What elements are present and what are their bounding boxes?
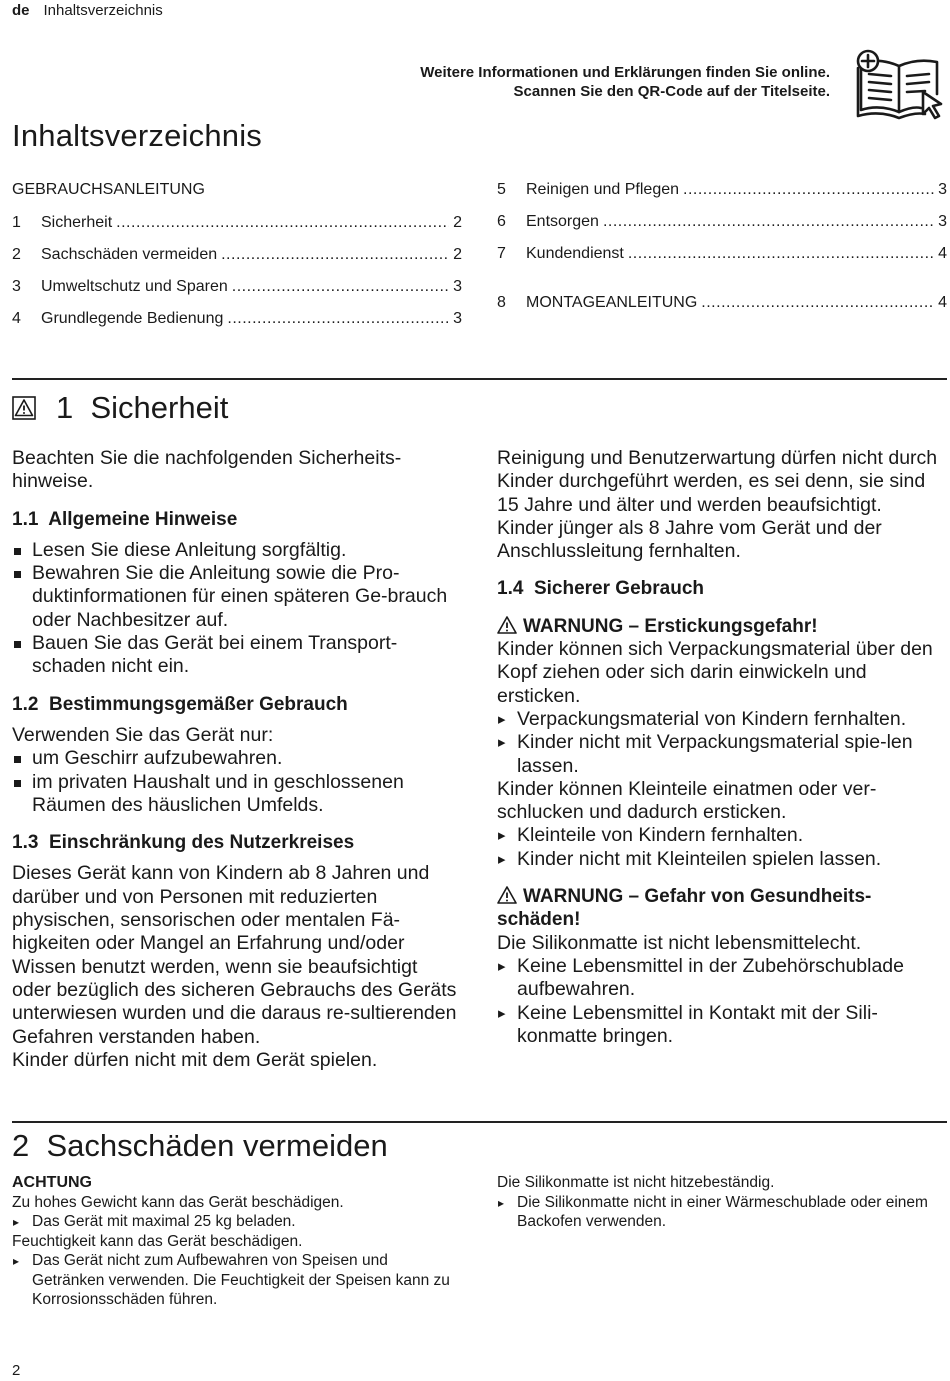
toc-leader-dots: [701, 293, 934, 313]
packaging-warning-text: Kinder können sich Verpackungsmaterial über den Kopf ziehen oder sich darin einwickeln und ersticken.: [497, 638, 933, 707]
toc-entry-label: Entsorgen: [526, 213, 599, 230]
section-2-right-column: [497, 1173, 947, 1232]
user-restriction-text: Dieses Gerät kann von Kindern ab 8 Jahren und darüber und von Personen mit reduzierten physischen, sensorischen oder mentalen Fä-higkeiten oder Mangel an Erfahrung und/oder Wissen benutzt werden, wenn sie beaufsichtigt oder bezüglich des sicheren Gebrauchs des Geräts unterwiesen wurden und die daraus re-sultierenden Gefahren verstanden haben.: [12, 862, 457, 1048]
toc-title: Inhaltsverzeichnis: [12, 118, 262, 153]
section-divider: [12, 378, 947, 380]
toc-entry-label: Kundendienst: [526, 245, 624, 262]
heading-1-1: 1.1 Allgemeine Hinweise: [12, 508, 238, 530]
moisture-steps: [12, 1251, 460, 1310]
toc-entry[interactable]: [497, 180, 947, 200]
toc-entry-page: 3: [938, 213, 947, 230]
toc-section-heading: GEBRAUCHSANLEITUNG: [12, 181, 205, 198]
children-distance-text: Kinder jünger als 8 Jahre vom Gerät und der Anschlussleitung fernhalten.: [497, 516, 882, 563]
cleaning-by-children-text: Reinigung und Benutzerwartung dürfen nicht durch Kinder durchgeführt werden, es sei denn, sie sind 15 Jahre und älter und werden beaufsichtigt.: [497, 447, 938, 516]
weight-notice-text: Zu hohes Gewicht kann das Gerät beschädigen.: [12, 1193, 344, 1211]
warning-health-heading: [497, 885, 917, 932]
toc-right-column: [497, 180, 947, 320]
toc-entry-number: 5: [497, 181, 506, 198]
general-notes-list: [12, 539, 460, 679]
warning-triangle-icon: [12, 396, 36, 420]
toc-entry-number: 2: [12, 246, 21, 263]
list-item: Bewahren Sie die Anleitung sowie die Pro-duktinformationen für einen späteren Ge-brauch oder Nachbesitzer auf.: [12, 562, 460, 632]
section-1-title: 1 Sicherheit: [56, 390, 229, 425]
toc-entry[interactable]: [12, 309, 462, 329]
safety-intro: Beachten Sie die nachfolgenden Sicherheits-hinweise.: [12, 447, 402, 493]
list-item: Lesen Sie diese Anleitung sorgfältig.: [12, 539, 460, 562]
page-number: 2: [12, 1362, 21, 1379]
section-divider: [12, 1121, 947, 1123]
toc-entry-label: Sachschäden vermeiden: [41, 246, 218, 263]
toc-entry-page: 2: [453, 246, 462, 263]
toc-leader-dots: [603, 212, 934, 232]
list-item: im privaten Haushalt und in geschlossenen Räumen des häuslichen Umfelds.: [12, 771, 460, 818]
small-parts-steps: [497, 824, 947, 871]
running-header-title: Inhaltsverzeichnis: [43, 2, 163, 19]
toc-entry[interactable]: [497, 293, 947, 313]
toc-entry[interactable]: [497, 212, 947, 232]
toc-entry-label: Grundlegende Bedienung: [41, 310, 224, 327]
toc-entry-page: 3: [453, 310, 462, 327]
step-item: ▸ Kinder nicht mit Verpackungsmaterial spie-len lassen.: [497, 731, 947, 778]
online-info-line-1: Weitere Informationen und Erklärungen finden Sie online.: [420, 64, 830, 81]
section-1-left-column: [12, 447, 460, 1072]
running-header: [12, 2, 163, 19]
intended-use-list: [12, 747, 460, 817]
toc-entry-number: 6: [497, 213, 506, 230]
toc-entry-page: 4: [938, 294, 947, 311]
notice-label: ACHTUNG: [12, 1174, 92, 1191]
small-parts-warning-text: Kinder können Kleinteile einatmen oder ver-schlucken und dadurch ersticken.: [497, 777, 877, 824]
heading-1-2: 1.2 Bestimmungsgemäßer Gebrauch: [12, 693, 348, 715]
toc-entry-page: 2: [453, 214, 462, 231]
toc-entry-page: 3: [938, 181, 947, 198]
warning-suffocation-title: WARNUNG – Erstickungsgefahr!: [523, 615, 818, 637]
silicone-mat-warning-text: Die Silikonmatte ist nicht lebensmittelecht.: [497, 931, 862, 954]
heading-1-4: 1.4 Sicherer Gebrauch: [497, 578, 704, 600]
toc-left-column: [12, 180, 462, 340]
toc-entry-number: 3: [12, 278, 21, 295]
toc-leader-dots: [116, 213, 449, 233]
step-item: ▸ Das Gerät mit maximal 25 kg beladen.: [12, 1212, 460, 1232]
toc-entry-number: 4: [12, 310, 21, 327]
toc-entry-page: 4: [938, 245, 947, 262]
step-item: ▸ Keine Lebensmittel in der Zubehörschublade aufbewahren.: [497, 955, 947, 1002]
section-1-right-column: [497, 447, 947, 1048]
toc-entry-label: Umweltschutz und Sparen: [41, 278, 228, 295]
language-code: de: [12, 2, 30, 19]
toc-entry-number: 8: [497, 294, 506, 311]
section-2-title: 2 Sachschäden vermeiden: [12, 1128, 388, 1163]
toc-entry-number: 1: [12, 214, 21, 231]
toc-entry-label: Sicherheit: [41, 214, 113, 231]
book-plus-cursor-icon: [855, 48, 945, 122]
toc-entry-label: MONTAGEANLEITUNG: [526, 294, 698, 311]
list-item: um Geschirr aufzubewahren.: [12, 747, 460, 770]
warning-suffocation-heading: [497, 615, 947, 638]
step-item: ▸ Keine Lebensmittel in Kontakt mit der Sili-konmatte bringen.: [497, 1002, 947, 1049]
silicone-mat-steps: [497, 955, 947, 1048]
warning-triangle-icon: [497, 616, 517, 634]
toc-leader-dots: [232, 277, 449, 297]
toc-entry-page: 3: [453, 278, 462, 295]
toc-entry-number: 7: [497, 245, 506, 262]
step-item: ▸ Die Silikonmatte nicht in einer Wärmeschublade oder einem Backofen verwenden.: [497, 1193, 947, 1232]
toc-entry[interactable]: [497, 244, 947, 264]
section-2-left-column: [12, 1173, 460, 1310]
toc-entry-label: Reinigen und Pflegen: [526, 181, 680, 198]
heat-notice-text: Die Silikonmatte ist nicht hitzebeständig.: [497, 1174, 775, 1191]
toc-entry[interactable]: [12, 277, 462, 297]
online-info-line-2: Scannen Sie den QR-Code auf der Titelseite.: [513, 83, 830, 100]
heat-steps: [497, 1193, 947, 1232]
toc-leader-dots: [227, 309, 449, 329]
step-item: ▸ Kleinteile von Kindern fernhalten.: [497, 824, 947, 847]
toc-entry[interactable]: [12, 213, 462, 233]
weight-steps: [12, 1212, 460, 1232]
packaging-steps: [497, 708, 947, 778]
children-play-text: Kinder dürfen nicht mit dem Gerät spielen.: [12, 1048, 378, 1071]
toc-entry[interactable]: [12, 245, 462, 265]
step-item: ▸ Das Gerät nicht zum Aufbewahren von Speisen und Getränken verwenden. Die Feuchtigkeit der Speisen kann zu Korrosionsschäden führen.: [12, 1251, 460, 1310]
toc-leader-dots: [628, 244, 934, 264]
warning-health-title: WARNUNG – Gefahr von Gesundheits-schäden!: [497, 886, 872, 931]
list-item: Bauen Sie das Gerät bei einem Transport-schaden nicht ein.: [12, 632, 460, 679]
section-1-heading: [12, 390, 228, 426]
online-info: [270, 63, 830, 101]
step-item: ▸ Kinder nicht mit Kleinteilen spielen lassen.: [497, 848, 947, 871]
heading-1-3: 1.3 Einschränkung des Nutzerkreises: [12, 832, 355, 854]
warning-triangle-icon: [497, 886, 517, 904]
step-item: ▸ Verpackungsmaterial von Kindern fernhalten.: [497, 708, 947, 731]
toc-leader-dots: [221, 245, 449, 265]
toc-leader-dots: [683, 180, 934, 200]
moisture-notice-text: Feuchtigkeit kann das Gerät beschädigen.: [12, 1232, 303, 1250]
intended-use-intro: Verwenden Sie das Gerät nur:: [12, 723, 274, 746]
